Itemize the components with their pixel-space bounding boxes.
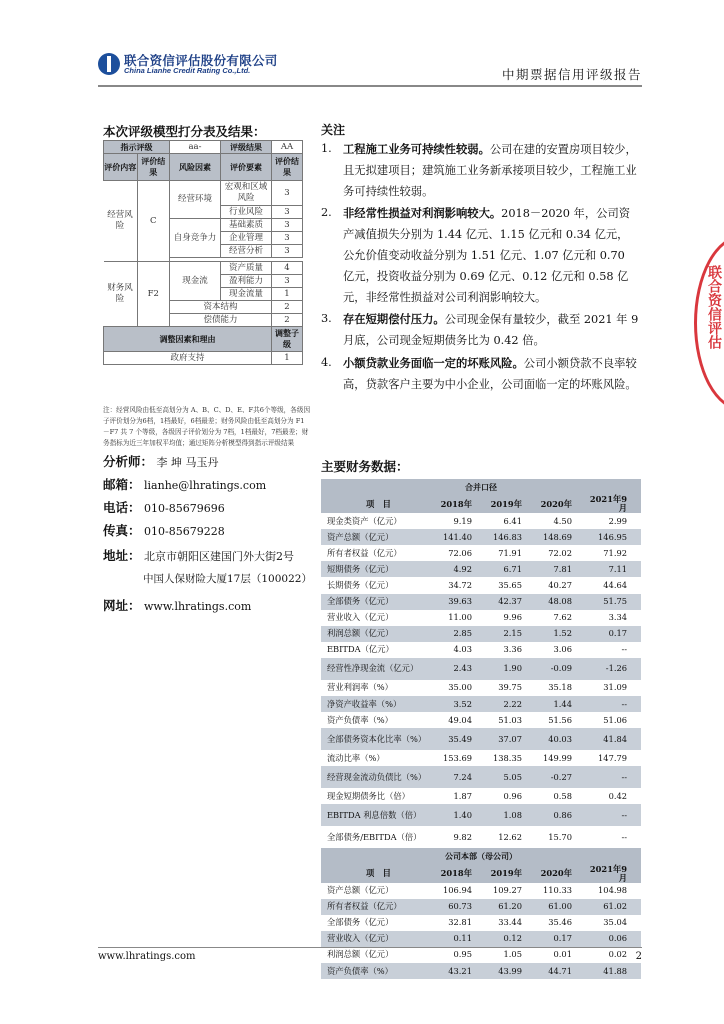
score-industry: 3 [272,206,303,219]
row-value: 6.41 [503,515,522,526]
row-value: 1.40 [436,804,486,826]
row-label: 流动比率（%） [327,752,385,763]
table-row [321,883,641,899]
col-head-element: 评价要素 [221,154,272,181]
row-value: 109.27 [492,885,522,896]
fax-value: 010-85679228 [144,525,225,538]
row-value: 39.75 [498,682,522,693]
column-header: 2020年 [536,865,586,883]
column-header: 2018年 [436,495,486,513]
row-label: 营业收入（亿元） [327,612,394,623]
row-value: 60.73 [436,899,486,915]
column-header: 2021年9月 [586,865,641,883]
concern-num: 1. [321,142,332,155]
row-value: 72.06 [448,547,472,558]
row-value: 3.52 [436,696,486,712]
phone-label: 电话： [103,500,141,515]
concern-heading: 小额贷款业务面临一定的坏账风险。 [343,355,524,370]
row-value: 148.69 [536,529,586,545]
concern-item [321,353,639,396]
address-line2: 中国人保财险大厦17层（100022） [143,573,312,585]
table-row [321,594,641,610]
score-profitability: 3 [272,275,303,288]
row-label: 所有者权益（亿元） [327,547,402,558]
table-row [321,561,641,577]
row-value: 48.08 [536,594,586,610]
row-value: -- [621,644,628,655]
row-value: 153.69 [442,752,472,763]
row-label: 利润总额（亿元） [321,626,436,642]
row-value: 0.17 [536,931,586,947]
address-line1: 北京市朝阳区建国门外大街2号 [144,550,295,563]
row-value: 1.87 [453,790,472,801]
financial-risk-label: 财务风险 [104,262,138,327]
row-value: 34.72 [448,580,472,591]
row-value: 7.11 [586,561,641,577]
footer-url[interactable]: www.lhratings.com [98,951,196,962]
column-header: 2020年 [536,495,586,513]
consolidated-header [321,479,641,495]
column-header: 项 目 [321,865,436,883]
row-value: 0.17 [586,626,641,642]
gov-support-label: 政府支持 [104,352,272,365]
row-value: 9.96 [503,612,522,623]
web-label: 网址： [103,598,141,613]
row-value: 51.06 [603,714,628,725]
row-value: -0.09 [536,658,586,680]
factor-capital-structure: 资本结构 [170,301,272,314]
concerns-list [321,139,639,397]
concern-item [321,203,639,308]
operating-risk-label: 经营风险 [104,181,138,262]
row-label: 全部债务资本化比率（%） [321,728,436,750]
row-value: 0.95 [453,949,472,960]
row-value: 71.92 [603,547,628,558]
row-value: 2.22 [486,696,536,712]
company-name-cn: 联合资信评估股份有限公司 [124,53,278,68]
row-label: 全部债务（亿元） [321,594,436,610]
score-top-row [104,141,303,154]
row-value: 1.52 [536,626,586,642]
row-value: 11.00 [448,612,472,623]
row-label: 营业利润率（%） [327,682,393,693]
row-label: 营业收入（亿元） [321,931,436,947]
row-value: 106.94 [442,885,472,896]
table-row [321,658,641,680]
row-label: 资产负债率（%） [321,963,436,979]
score-header-row [104,154,303,181]
adjust-head-label: 调整因素和理由 [104,327,272,352]
company-name-en: China Lianhe Credit Rating Co.,Ltd. [124,66,251,75]
consolidated-header-label: 合并口径 [321,479,641,495]
row-label: 短期债务（亿元） [321,561,436,577]
table-row [321,642,641,658]
row-value: 7.62 [553,612,572,623]
table-row [321,947,641,963]
row-value: 110.33 [542,885,572,896]
col-head-result: 评价结果 [137,154,169,181]
factor-management: 企业管理 [221,232,272,245]
row-value: 0.12 [486,931,536,947]
indicated-rating-value: aa- [170,141,221,154]
row-value: 4.50 [553,515,572,526]
row-value: 1.90 [486,658,536,680]
final-rating-label: 评级结果 [221,141,272,154]
concerns-title: 关注 [321,123,346,137]
header-divider [98,85,642,87]
financials-column-header [321,495,641,513]
web-value[interactable]: www.lhratings.com [144,600,252,613]
row-value: 40.03 [536,728,586,750]
score-capital-structure: 2 [272,301,303,314]
row-value: 37.07 [486,728,536,750]
table-row [321,529,641,545]
col-head-content: 评价内容 [104,154,138,181]
fax-row [103,521,225,539]
row-value: 141.40 [436,529,486,545]
row-label: 全部债务（亿元） [327,917,394,928]
parent-header [321,848,641,864]
row-value: 42.37 [486,594,536,610]
row-value: -1.26 [586,658,641,680]
factor-macro: 宏观和区域风险 [221,181,272,206]
table-row [321,577,641,593]
row-value: 2.99 [608,515,628,526]
row-value: 72.02 [548,547,572,558]
row-value: -0.27 [536,766,586,788]
address-label: 地址： [103,548,141,563]
score-management: 3 [272,232,303,245]
row-value: 41.84 [586,728,641,750]
row-value: 149.99 [542,752,572,763]
score-section-title: 本次评级模型打分表及结果： [103,124,266,139]
seal-text: 联合资信评估 [706,265,722,349]
table-row [321,826,641,848]
web-row [103,596,251,614]
row-value: 35.00 [448,682,472,693]
table-row [321,712,641,728]
concern-text: 公司在建的安置房项目较少，且无拟建项目；建筑施工业务新承接项目较少，工程施工业务可持续性较弱。 [343,143,637,198]
concern-item [321,309,639,352]
factor-industry: 行业风险 [221,206,272,219]
row-value: 146.83 [486,529,536,545]
score-table [103,140,303,365]
score-debt-capacity: 2 [272,314,303,327]
factor-cash-flow: 现金流量 [221,288,272,301]
row-label: 所有者权益（亿元） [321,899,436,915]
indicated-rating-label: 指示评级 [104,141,170,154]
row-value: 1.44 [536,696,586,712]
concern-num: 2. [321,206,332,220]
concern-item [321,139,639,202]
row-value: 9.82 [453,831,472,842]
row-label: 全部债务/EBITDA（倍） [327,831,422,842]
row-value: -- [586,696,641,712]
concern-text: 2018－2020 年，公司资产减值损失分别为 1.44 亿元、1.15 亿元和 0.34 亿元，公允价值变动收益分别为 1.51 亿元、1.07 亿元和 0.70 亿元，投资收益分别为 0.69 亿元、0.12 亿元和 0.58 亿元，非经常性损益对公司利润影响较大。 [343,207,631,304]
company-logo-icon [98,53,120,75]
row-value: 15.70 [548,831,572,842]
row-value: 39.63 [436,594,486,610]
row-value: 7.24 [436,766,486,788]
report-title: 中期票据信用评级报告 [501,67,642,82]
row-value: 44.64 [603,580,628,591]
row-value: 4.92 [436,561,486,577]
column-header: 2018年 [436,865,486,883]
concern-num: 4. [321,355,332,369]
row-value: 1.05 [503,949,522,960]
financials-title: 主要财务数据： [321,459,409,474]
table-row [321,750,641,766]
score-basic: 3 [272,219,303,232]
row-value: 7.81 [536,561,586,577]
table-row [321,728,641,750]
row-label: 资产总额（亿元） [321,529,436,545]
email-row [103,475,266,493]
row-value: -- [586,766,641,788]
financials-table [321,479,641,979]
row-value: 0.42 [608,790,628,801]
table-row [321,899,641,915]
row-label: 资产总额（亿元） [327,885,394,896]
table-row [321,610,641,626]
concern-heading: 存在短期偿付压力。 [343,312,445,327]
table-row [321,680,641,696]
row-value: 43.21 [436,963,486,979]
row-value: 0.58 [553,790,572,801]
row-value: 40.27 [548,580,572,591]
row-value: 32.81 [448,917,472,928]
operating-risk-result: C [137,181,169,262]
row-value: 2.85 [436,626,486,642]
row-value: 41.88 [586,963,641,979]
email-value[interactable]: lianhe@lhratings.com [144,479,267,492]
row-value: 0.02 [608,949,628,960]
row-value: 6.71 [486,561,536,577]
row-value: 61.02 [586,899,641,915]
row-value: 9.19 [453,515,472,526]
row-value: 12.62 [498,831,522,842]
comp-label: 自身竞争力 [170,219,221,258]
concern-text: 公司小额贷款不良率较高，贷款客户主要为中小企业，公司面临一定的坏账风险。 [343,356,637,391]
row-value: 3.36 [503,644,522,655]
score-note: 注：经营风险由低至高划分为 A、B、C、D、E、F共6个等级，各级因子评价划分为6档，1档最好，6档最差；财务风险由低至高划分为 F1－F7 共 7 个等级，各级因子评价划分为 7档，1档最好，7档最差；财务指标为近三年加权平均值；通过矩阵分析模型得到指示评级结果 [103,406,311,447]
adjust-head-score: 调整子级 [272,327,303,352]
row-value: -- [586,804,641,826]
table-row [321,915,641,931]
row-value: 104.98 [598,885,628,896]
score-macro: 3 [272,181,303,206]
financials-column-header [321,865,641,883]
row-value: 43.99 [486,963,536,979]
table-row [321,545,641,561]
row-value: 0.06 [586,931,641,947]
concern-num: 3. [321,312,332,326]
row-value: 35.04 [603,917,628,928]
factor-operation: 经营分析 [221,245,272,258]
phone-value: 010-85679696 [144,502,225,515]
column-header: 项 目 [321,495,436,513]
analyst-value: 李 坤 马玉丹 [156,456,219,469]
table-row [321,931,641,947]
row-label: EBITDA 利息倍数（倍） [321,804,436,826]
score-cash-flow: 1 [272,288,303,301]
parent-header-label: 公司本部（母公司） [321,848,641,864]
analyst-label: 分析师： [103,454,154,469]
row-value: 44.71 [536,963,586,979]
row-value: 61.20 [486,899,536,915]
row-label: 长期债务（亿元） [327,580,394,591]
row-label: 资产负债率（%） [327,714,393,725]
row-value: 3.06 [553,644,572,655]
final-rating-value: AA [272,141,303,154]
score-asset-quality: 4 [272,262,303,275]
row-value: 0.11 [436,931,486,947]
row-label: 经营现金流动负债比（%） [321,766,436,788]
row-value: 0.96 [503,790,522,801]
page-number: 2 [635,951,642,962]
address-row [103,546,294,564]
row-value: 3.34 [608,612,628,623]
table-row [321,788,641,804]
footer-divider [98,947,642,948]
row-label: 经营性净现金流（亿元） [321,658,436,680]
row-label: 现金短期债务比（倍） [327,790,410,801]
table-row [321,513,641,529]
concern-text: 公司现金保有量较少，截至 2021 年 9 月底，公司现金短期债务比为 0.42 倍。 [343,313,639,348]
row-value: 35.49 [436,728,486,750]
analyst-row [103,452,219,470]
row-label: EBITDA（亿元） [327,644,394,655]
row-label: 利润总额（亿元） [327,949,394,960]
row-value: 35.46 [548,917,572,928]
column-header: 2021年9月 [586,495,641,513]
col-head-score: 评价结果 [272,154,303,181]
col-head-factor: 风险因素 [170,154,221,181]
row-label: 净资产收益率（%） [321,696,436,712]
row-label: 现金类资产（亿元） [327,515,402,526]
factor-asset-quality: 资产质量 [221,262,272,275]
phone-row [103,498,225,516]
row-value: 0.01 [553,949,572,960]
row-value: 2.43 [436,658,486,680]
table-row [321,766,641,788]
row-value: 4.03 [453,644,472,655]
table-row [321,963,641,979]
fax-label: 传真： [103,523,141,538]
row-value: 71.91 [498,547,522,558]
factor-basic: 基础素质 [221,219,272,232]
factor-profitability: 盈利能力 [221,275,272,288]
concern-heading: 工程施工业务可持续性较弱。 [343,142,490,156]
row-value: -- [621,831,628,842]
row-value: 33.44 [498,917,522,928]
row-value: 31.09 [603,682,628,693]
row-value: 61.00 [536,899,586,915]
row-value: 146.95 [586,529,641,545]
email-label: 邮箱： [103,477,141,492]
row-value: 51.75 [586,594,641,610]
row-value: 35.65 [498,580,522,591]
table-row [321,804,641,826]
gov-support-score: 1 [272,352,303,365]
factor-debt-capacity: 偿债能力 [170,314,272,327]
row-value: 1.08 [486,804,536,826]
score-operation: 3 [272,245,303,258]
column-header: 2019年 [486,495,536,513]
row-value: 51.56 [548,714,572,725]
row-value: 147.79 [598,752,628,763]
table-row [321,696,641,712]
table-row [321,626,641,642]
env-label: 经营环境 [170,181,221,219]
row-value: 5.05 [486,766,536,788]
column-header: 2019年 [486,865,536,883]
row-value: 2.15 [486,626,536,642]
row-value: 0.86 [536,804,586,826]
concern-heading: 非经常性损益对利润影响较大。 [343,206,502,221]
row-value: 49.04 [448,714,472,725]
financial-risk-result: F2 [137,262,169,327]
row-value: 138.35 [492,752,522,763]
row-value: 51.03 [498,714,522,725]
row-value: 35.18 [548,682,572,693]
cash-label: 现金流 [170,262,221,301]
